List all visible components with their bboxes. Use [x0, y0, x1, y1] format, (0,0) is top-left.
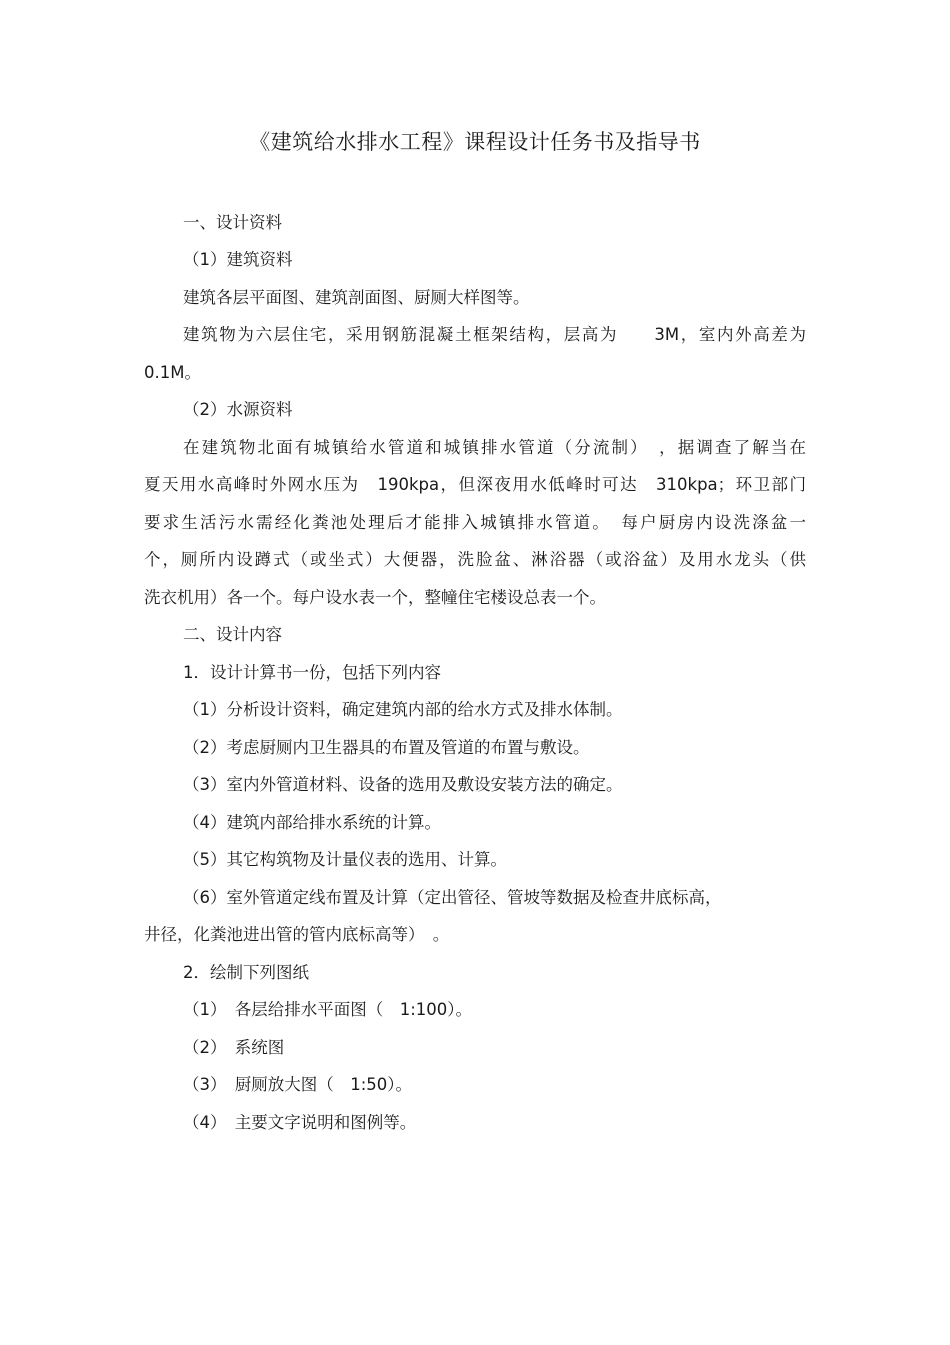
- paragraph-line: 夏天用水高峰时外网水压为 190kpa，但深夜用水低峰时可达 310kpa；环卫部门: [144, 475, 806, 494]
- list-item: （2） 系统图: [183, 1038, 285, 1057]
- paragraph-line: 建筑各层平面图、建筑剖面图、厨厕大样图等。: [183, 288, 530, 307]
- paragraph-line: 0.1M。: [144, 363, 201, 382]
- list-item: （1） 各层给排水平面图（ 1:100）。: [183, 1000, 473, 1019]
- list-item: （3） 厨厕放大图（ 1:50）。: [183, 1075, 413, 1094]
- section-heading-design-data: 一、设计资料: [183, 213, 282, 232]
- document-title: 《建筑给水排水工程》课程设计任务书及指导书: [249, 130, 701, 154]
- list-item: （4）建筑内部给排水系统的计算。: [183, 813, 441, 832]
- paragraph-line: 要求生活污水需经化粪池处理后才能排入城镇排水管道。 每户厨房内设洗涤盆一: [144, 513, 806, 532]
- list-item-continuation: 井径，化粪池进出管的管内底标高等） 。: [144, 925, 450, 944]
- list-heading-calculation: 1．设计计算书一份，包括下列内容: [183, 663, 441, 682]
- list-item: （4） 主要文字说明和图例等。: [183, 1113, 417, 1132]
- paragraph-line: 在建筑物北面有城镇给水管道和城镇排水管道（分流制） ，据调查了解当在: [183, 438, 806, 457]
- subheading-water-source: （2）水源资料: [183, 400, 293, 419]
- paragraph-line: 洗衣机用）各一个。每户设水表一个，整幢住宅楼设总表一个。: [144, 588, 606, 607]
- list-heading-drawings: 2．绘制下列图纸: [183, 963, 309, 982]
- list-item: （5）其它构筑物及计量仪表的选用、计算。: [183, 850, 507, 869]
- paragraph-line: 个，厕所内设蹲式（或坐式）大便器，洗脸盆、淋浴器（或浴盆）及用水龙头（供: [144, 550, 806, 569]
- section-heading-design-content: 二、设计内容: [183, 625, 282, 644]
- list-item: （2）考虑厨厕内卫生器具的布置及管道的布置与敷设。: [183, 738, 590, 757]
- list-item: （1）分析设计资料，确定建筑内部的给水方式及排水体制。: [183, 700, 623, 719]
- paragraph-line: 建筑物为六层住宅，采用钢筋混凝土框架结构，层高为 3M，室内外高差为: [183, 325, 806, 344]
- list-item: （3）室内外管道材料、设备的选用及敷设安装方法的确定。: [183, 775, 623, 794]
- list-item: （6）室外管道定线布置及计算（定出管径、管坡等数据及检查井底标高，: [183, 888, 722, 907]
- subheading-building-data: （1）建筑资料: [183, 250, 293, 269]
